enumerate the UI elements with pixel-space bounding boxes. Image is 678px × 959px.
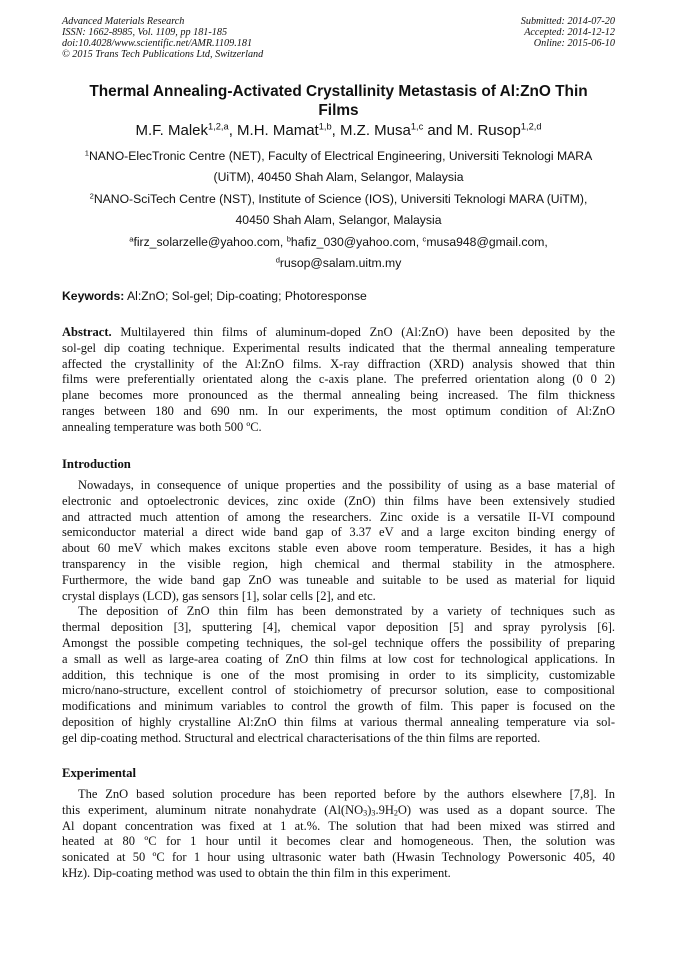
affiliation-mark: 2 (89, 191, 94, 201)
subscript: 2 (393, 808, 398, 818)
email-mark: a (129, 234, 134, 244)
journal-info (62, 16, 362, 60)
author-name: M.Z. Musa (340, 122, 411, 139)
abstract-line: affected the crystallinity of the Al:ZnO films. X-ray diffraction (XRD) analysis showed that thin (62, 356, 615, 371)
title-line-1: Thermal Annealing-Activated Crystallinity Metastasis of Al:ZnO Thin (89, 83, 588, 100)
paper-title (62, 82, 615, 120)
section-heading-introduction: Introduction (62, 457, 131, 471)
affiliation-line: NANO-SciTech Centre (NST), Institute of Science (IOS), Universiti Teknologi MARA (UiTM), (93, 192, 588, 206)
subscript: 3 (371, 808, 376, 818)
affiliation-line: NANO-ElecTronic Centre (NET), Faculty of Electrical Engineering, Universiti Teknologi MARA (88, 149, 593, 163)
abstract-line: annealing temperature was both 500 ºC. (62, 419, 262, 434)
body-line: transparency in the visible region, high chemical and thermal stability in the atmosphere. (62, 556, 615, 571)
body-line: kHz). Dip-coating method was used to obtain the thin film in this experiment. (62, 865, 451, 880)
body-line: micro/nano-structure, excellent control of stoichiometry of precursor solution, ease to compositional (62, 683, 615, 698)
email-link[interactable]: hafiz_030@yahoo.com, (290, 235, 423, 249)
email-link[interactable]: musa948@gmail.com, (426, 235, 548, 249)
body-line: crystal displays (LCD), gas sensors [1], solar cells [2], and etc. (62, 588, 376, 603)
body-text: O) was used as a dopant source. The (397, 802, 616, 817)
body-line: and attracted much attention of among the researchers. Zinc oxide is a versatile II-VI compound (62, 509, 615, 524)
body-text: .9H (375, 802, 394, 817)
abstract-line: Multilayered thin films of aluminum-doped ZnO (Al:ZnO) have been deposited by the (111, 325, 615, 339)
body-line: deposition of highly crystalline Al:ZnO thin films at various thermal annealing temperature via sol- (62, 714, 615, 729)
affiliation-mark: 1 (84, 148, 89, 158)
body-line: electronic and optoelectronic devices, zinc oxide (ZnO) thin films have been extensively studied (62, 493, 615, 508)
body-text: ) (367, 802, 372, 817)
body-line: about 60 meV which makes excitons stable even above room temperature. Besides, it has a high (62, 541, 615, 556)
author-affiliation-mark: 1,b (318, 121, 332, 132)
author-list (62, 122, 615, 140)
author-emails (62, 232, 615, 274)
body-line: Furthermore, the wide band gap ZnO was tuneable and suitable to be used as material for liquid (62, 572, 615, 587)
abstract (62, 325, 615, 436)
author-affiliation-mark: 1,2,a (208, 121, 229, 132)
email-link[interactable]: rusop@salam.uitm.my (279, 256, 402, 270)
abstract-label: Abstract. (62, 325, 112, 339)
affiliation-1 (62, 146, 615, 188)
submission-dates (355, 16, 615, 49)
abstract-line: films were preferentially orientated along the c-axis plane. The preferred orientation along (0 0 2) (62, 372, 615, 387)
journal-copyright: © 2015 Trans Tech Publications Ltd, Switzerland (62, 49, 264, 60)
body-text: this experiment, aluminum nitrate nonahydrate (Al(NO (62, 802, 364, 817)
author-separator: and (423, 122, 457, 139)
journal-name: Advanced Materials Research (62, 16, 185, 27)
body-line: Al dopant concentration was fixed at 1 at.%. The solution that had been mixed was stirred and (62, 818, 615, 833)
affiliation-line: (UiTM), 40450 Shah Alam, Selangor, Malaysia (213, 170, 464, 184)
abstract-line: ranges between 180 and 690 nm. In our experiments, the most optimum condition of Al:ZnO (62, 403, 615, 418)
email-link[interactable]: firz_solarzelle@yahoo.com, (133, 235, 287, 249)
keywords (62, 289, 615, 304)
affiliation-line: 40450 Shah Alam, Selangor, Malaysia (235, 213, 442, 227)
body-line: The deposition of ZnO thin film has been demonstrated by a variety of techniques such as (78, 604, 615, 619)
journal-issn: ISSN: 1662-8985, Vol. 1109, pp 181-185 (62, 27, 228, 38)
section-heading-experimental: Experimental (62, 766, 137, 780)
experimental-body (62, 787, 615, 882)
affiliation-2 (62, 189, 615, 231)
keywords-label: Keywords: (62, 289, 125, 303)
author-affiliation-mark: 1,2,d (520, 121, 542, 132)
body-line-with-formula (62, 803, 615, 819)
body-line: Amongst the possible competing techniques, the sol-gel technique offers the possibility of preparing (62, 635, 615, 650)
date-accepted: Accepted: 2014-12-12 (524, 27, 615, 38)
author-name: M.H. Mamat (237, 122, 319, 139)
keywords-text: Al:ZnO; Sol-gel; Dip-coating; Photoresponse (124, 289, 367, 303)
author-name: M.F. Malek (135, 122, 208, 139)
body-line: addition, this technique is one of the most promising in order to its simplicity, customizable (62, 667, 615, 682)
body-line: heated at 80 ºC for 1 hour until it becomes clear and homogeneous. Then, the solution was (62, 834, 615, 849)
body-line: semiconductor material a direct wide band gap of 3.37 eV and a large exciton binding energy of (62, 525, 615, 540)
email-mark: d (275, 255, 280, 265)
body-line: modifications and minimum variables to control the growth of film. This paper is focused on the (62, 699, 615, 714)
journal-doi: doi:10.4028/www.scientific.net/AMR.1109.181 (62, 38, 253, 49)
introduction-body (62, 478, 615, 747)
date-submitted: Submitted: 2014-07-20 (520, 16, 615, 27)
author-separator: , (331, 122, 340, 139)
abstract-line: plane becomes more pronounced as the thermal annealing being increased. The film thickness (62, 388, 615, 403)
author-affiliation-mark: 1,c (410, 121, 424, 132)
date-online: Online: 2015-06-10 (533, 38, 615, 49)
body-line: sonicated at 50 ºC for 1 hour using ultrasonic water bath (Hwasin Technology Powersonic 405, 40 (62, 850, 615, 865)
email-mark: b (286, 234, 291, 244)
body-line: a small as well as large-area coating of ZnO thin films at low cost for technological applications. In (62, 651, 615, 666)
abstract-line: sol-gel dip coating technique. Experimental results indicated that the thermal annealing temperature (62, 340, 615, 355)
author-separator: , (228, 122, 238, 139)
body-line: gel dip-coating method. Structural and electrical characterisations of the thin films are reported. (62, 730, 541, 745)
email-mark: c (422, 234, 427, 244)
body-line: The ZnO based solution procedure has been reported before by the authors elsewhere [7,8]. In (78, 787, 615, 801)
author-name: M. Rusop (456, 122, 521, 139)
body-line: Nowadays, in consequence of unique properties and the possibility of using as a base material of (78, 478, 615, 492)
title-line-2: Films (318, 102, 359, 119)
subscript: 3 (363, 808, 368, 818)
body-line: thermal deposition [3], sputtering [4], chemical vapor deposition [5] and spray pyrolysis [6]. (62, 620, 615, 635)
